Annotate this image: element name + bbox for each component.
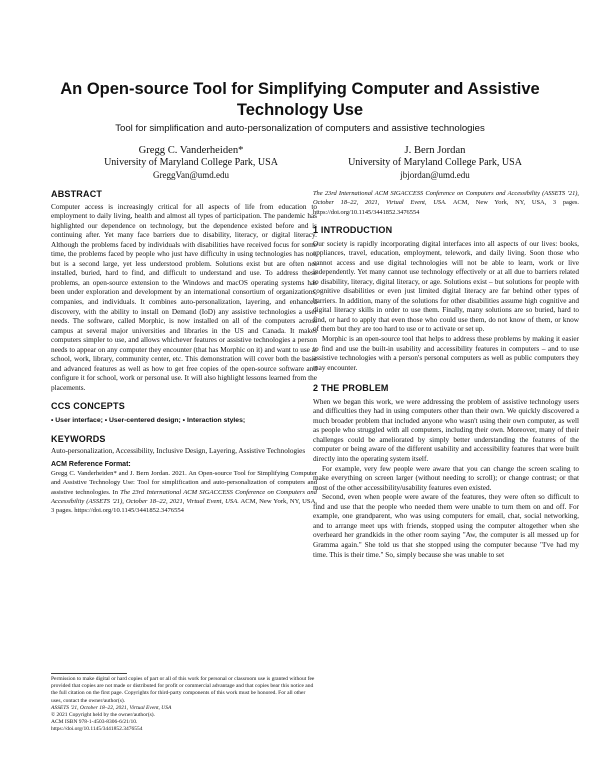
- acm-reference-body: [51, 469, 317, 515]
- author-name: Gregg C. Vanderheiden*: [138, 145, 244, 156]
- acm-reference-text2: ACM, New York, NY, USA, 3 pages. https://doi.org/10.1145/3441852.3476554: [51, 497, 317, 515]
- keywords-heading: KEYWORDS: [51, 433, 106, 444]
- ccs-heading: CCS CONCEPTS: [51, 401, 125, 412]
- problem-heading: 2 THE PROBLEM: [313, 383, 389, 394]
- keywords-text: Auto-personalization, Accessibility, Inclusive Design, Layering, Assistive Technologies: [51, 447, 306, 456]
- author-email: jbjordan@umd.edu: [400, 170, 470, 180]
- abstract-text: Computer access is increasingly critical for all aspects of life from education to employment to daily living, health and almost all types of participation. The pandemic has highlighted our dependence on technology, but the dependence existed before and is continuing after. Yet many face barriers due to disability, literacy, or digital literacy. Although the problems faced by individuals with disabilities have received focus for some time, the problems faced by people who just have difficulty in using technologies has not, but is a second large, yet less understood problem. Solutions exist but are often not installed, buried, hard to find, and difficult to understand and use. To address these problems, an open-source extension to the Windows and macOS operating systems has been under exploration and development by an international consortium of organizations, companies, and individuals. It combines auto-personalization, layering, and enhanced discovery, with the ability to install on Demand (IoD) any assistive technologies a user needs. The software, called Morphic, is now installed on all of the computers across campus at several major universities and libraries in the US and Canada. It makes computers simpler to use, and allows whichever features or assistive technologies a person needs to appear on any computer they encounter (that has Morphic on it) and want to use at school, work, library, community center, etc. This demonstration will cover both the basic and advanced features as well as how to get free copies of the open-source software and configure it for school, work or personal use. It will also highlight lessons learned from the placements.: [51, 202, 317, 392]
- acm-reference-venue: The 23rd International ACM SIGACCESS Conference on Computers and Accessibility (ASSETS '21), October 18–22, 2021, Virtual Event, USA.: [313, 190, 579, 207]
- footnote-isbn: ACM ISBN 978-1-4503-8306-6/21/10.: [51, 719, 138, 726]
- ccs-text: • User interface; • User-centered design; • Interaction styles;: [51, 417, 246, 425]
- acm-reference-text: Gregg C. Vanderheiden* and J. Bern Jordan. 2021. An Open-source Tool for Simplifying Computer and Assistive Technology Use: Tool for simplification and auto-personalization of computers and assistive technologies. In: [51, 469, 317, 496]
- paper-subtitle: Tool for simplification and auto-personalization of computers and assistive technologies: [115, 123, 485, 134]
- author-affiliation: University of Maryland College Park, USA: [348, 157, 522, 168]
- intro-p1: Our society is rapidly incorporating digital interfaces into all aspects of our lives: books, appliances, travel, education, employment, telework, and daily living. Soon those who cannot access and use digital technologies will not be able to learn, work or live independently. Yet many cannot use technology effectively or at all due to barriers related to disability, literacy, digital literacy, or age. Solutions exist – but solutions for people with cognitive disabilities or even just limited digital literacy are far behind other types of barriers. In addition, many of the solutions for other disabilities assume high cognitive and digital literacy skills in order to use them. Finally, many solutions are so buried, hard to find, or hard to apply that even those who could use them, do not know of them, or know of them but they are too hard to use or to activate or set up.: [313, 239, 579, 334]
- author-name: J. Bern Jordan: [404, 145, 466, 156]
- acm-reference-heading: ACM Reference Format:: [51, 460, 131, 468]
- acm-reference-venue: The 23rd International ACM SIGACCESS Conference on Computers and Accessibility (ASSETS '21), October 18–22, 2021, Virtual Event, USA.: [51, 488, 317, 505]
- author-affiliation: University of Maryland College Park, USA: [104, 157, 278, 168]
- paper-title: An Open-source Tool for Simplifying Computer and Assistive Technology Use: [60, 80, 540, 119]
- acm-reference-text2: ACM, New York, NY, USA, 3 pages. https://doi.org/10.1145/3441852.3476554: [313, 199, 579, 216]
- intro-p2: Morphic is an open-source tool that helps to address these problems by making it easier to find and use the built-in usability and accessibility features in computers – and to use assistive technologies with a person's personal computers as well as public computers they may encounter.: [313, 335, 579, 372]
- author-email: GreggVan@umd.edu: [152, 170, 230, 180]
- problem-p1: When we began this work, we were addressing the problem of assistive technology users and difficulties they had in using computers other than their own. We quickly discovered a much broader problem that included anyone who wasn't using their own computer, as well as people who struggled with all computers, including their own. Moreover, many of their challenges could be ameliorated by simply better understanding the features of the computer or being aware of the different usability and accessibility features that were built directly into the operating system itself.: [313, 397, 579, 464]
- intro-heading: 1 INTRODUCTION: [313, 225, 393, 235]
- footnote-venue: ASSETS '21, October 18–22, 2021, Virtual Event, USA: [51, 704, 172, 711]
- left-column: [51, 189, 317, 515]
- acm-reference-continued: [313, 189, 579, 216]
- problem-p3: Second, even when people were aware of the features, they were often so difficult to find and use that the people who needed them were unable to turn them on and off. For example, one grandparent, who was using computers for email, chat, social networking, and to arrange meet ups with friends, stopped using the computer altogether when she overheard her grandkids in the other room saying "Aw, the computer is all messed up for Gramma again." She told us that she stopped using the computer because "I've had my time. This is their time." So, simply because she was unable to set: [313, 493, 579, 559]
- author-block: [66, 145, 316, 181]
- problem-p2: For example, very few people were aware that you can change the screen scaling to make everything on screen larger (without needing to scroll); or change contrast; or that most of the other accessibility/usability features even existed.: [313, 464, 579, 492]
- abstract-heading: ABSTRACT: [51, 189, 103, 199]
- author-block: [310, 145, 560, 181]
- right-column: [313, 189, 579, 560]
- footnote-copyright: © 2021 Copyright held by the owner/author(s).: [51, 712, 155, 719]
- acm-reference: [51, 460, 317, 515]
- footnote: [51, 676, 317, 734]
- footnote-doi[interactable]: https://doi.org/10.1145/3441852.3476554: [51, 726, 143, 733]
- footnote-rule: [51, 673, 127, 674]
- permission-notice: Permission to make digital or hard copies of part or all of this work for personal or classroom use is granted without fee provided that copies are not made or distributed for profit or commercial advantage and that copies bear this notice and the full citation on the first page. Copyrights for third-party components of this work must be honored. For all other uses, contact the owner/author(s).: [51, 676, 315, 704]
